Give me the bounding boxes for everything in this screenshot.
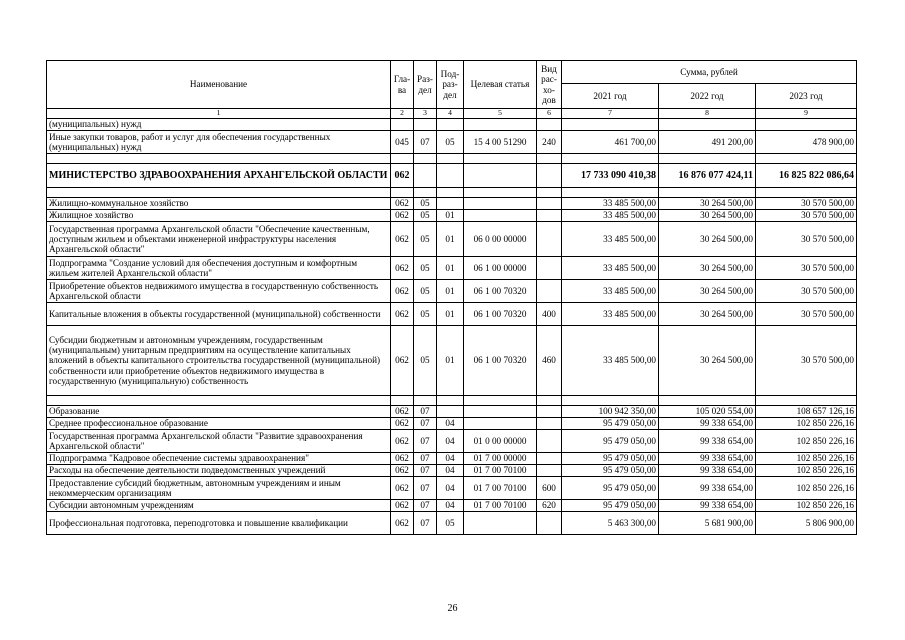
table-row bbox=[47, 257, 857, 280]
row-sum-2022: 30 264 500,00 bbox=[659, 210, 756, 222]
row-razdel: 07 bbox=[414, 406, 437, 418]
row-sum-2021: 17 733 090 410,38 bbox=[562, 164, 659, 188]
column-number: 2 bbox=[391, 109, 414, 119]
row-sum-2022 bbox=[659, 119, 756, 131]
row-glava: 062 bbox=[391, 198, 414, 210]
row-target-article bbox=[464, 418, 537, 430]
row-razdel bbox=[414, 154, 437, 164]
row-razdel: 05 bbox=[414, 280, 437, 303]
row-podrazdel bbox=[437, 164, 464, 188]
row-podrazdel bbox=[437, 154, 464, 164]
row-podrazdel: 05 bbox=[437, 131, 464, 154]
row-razdel bbox=[414, 188, 437, 198]
row-podrazdel: 04 bbox=[437, 430, 464, 453]
row-razdel bbox=[414, 164, 437, 188]
row-razdel: 05 bbox=[414, 198, 437, 210]
row-name: Подпрограмма "Кадровое обеспечение системы здравоохранения" bbox=[47, 453, 391, 465]
row-glava: 062 bbox=[391, 164, 414, 188]
row-name: Расходы на обеспечение деятельности подведомственных учреждений bbox=[47, 465, 391, 477]
row-expense-type bbox=[537, 512, 562, 535]
row-sum-2023 bbox=[756, 188, 857, 198]
header-razdel: Раз-дел bbox=[414, 61, 437, 109]
table-row bbox=[47, 303, 857, 326]
row-sum-2023: 102 850 226,16 bbox=[756, 477, 857, 500]
row-sum-2022: 30 264 500,00 bbox=[659, 257, 756, 280]
column-number: 9 bbox=[756, 109, 857, 119]
table-header bbox=[47, 61, 857, 119]
row-expense-type: 240 bbox=[537, 131, 562, 154]
column-numbers-row bbox=[47, 109, 857, 119]
row-target-article: 15 4 00 51290 bbox=[464, 131, 537, 154]
row-podrazdel: 04 bbox=[437, 500, 464, 512]
row-target-article bbox=[464, 406, 537, 418]
row-sum-2023: 30 570 500,00 bbox=[756, 198, 857, 210]
row-sum-2022 bbox=[659, 154, 756, 164]
table-row bbox=[47, 280, 857, 303]
row-expense-type bbox=[537, 222, 562, 257]
row-podrazdel: 01 bbox=[437, 210, 464, 222]
table-row bbox=[47, 453, 857, 465]
row-sum-2023: 102 850 226,16 bbox=[756, 430, 857, 453]
row-sum-2021: 95 479 050,00 bbox=[562, 453, 659, 465]
row-razdel: 07 bbox=[414, 131, 437, 154]
table-row bbox=[47, 430, 857, 453]
header-name: Наименование bbox=[47, 61, 391, 109]
row-glava: 062 bbox=[391, 512, 414, 535]
table-row bbox=[47, 119, 857, 131]
row-sum-2021: 95 479 050,00 bbox=[562, 418, 659, 430]
row-target-article: 01 7 00 70100 bbox=[464, 465, 537, 477]
row-razdel: 05 bbox=[414, 257, 437, 280]
row-podrazdel: 01 bbox=[437, 326, 464, 396]
row-target-article: 06 1 00 70320 bbox=[464, 303, 537, 326]
row-razdel bbox=[414, 396, 437, 406]
row-razdel: 05 bbox=[414, 222, 437, 257]
row-expense-type bbox=[537, 453, 562, 465]
row-sum-2022: 30 264 500,00 bbox=[659, 198, 756, 210]
row-target-article bbox=[464, 512, 537, 535]
row-sum-2021: 33 485 500,00 bbox=[562, 280, 659, 303]
column-number: 3 bbox=[414, 109, 437, 119]
table-row bbox=[47, 465, 857, 477]
row-target-article bbox=[464, 154, 537, 164]
row-podrazdel: 01 bbox=[437, 222, 464, 257]
row-sum-2021: 33 485 500,00 bbox=[562, 326, 659, 396]
row-sum-2022: 16 876 077 424,11 bbox=[659, 164, 756, 188]
row-podrazdel: 04 bbox=[437, 418, 464, 430]
row-name: Приобретение объектов недвижимого имущества в государственную собственность Архангельской области bbox=[47, 280, 391, 303]
row-razdel: 07 bbox=[414, 512, 437, 535]
budget-table bbox=[46, 60, 857, 535]
table-row bbox=[47, 198, 857, 210]
table-row bbox=[47, 210, 857, 222]
row-expense-type bbox=[537, 210, 562, 222]
row-sum-2022: 491 200,00 bbox=[659, 131, 756, 154]
row-sum-2022: 30 264 500,00 bbox=[659, 326, 756, 396]
row-sum-2021: 5 463 300,00 bbox=[562, 512, 659, 535]
table-row bbox=[47, 326, 857, 396]
table-row bbox=[47, 188, 857, 198]
row-podrazdel bbox=[437, 119, 464, 131]
row-sum-2021 bbox=[562, 188, 659, 198]
row-glava: 062 bbox=[391, 210, 414, 222]
row-name: Субсидии бюджетным и автономным учреждениям, государственным (муниципальным) унитарным предприятиям на осуществление капитальных вложений в объекты капитального строительства государственной (муниципальной) собственности или приобретение объектов недвижимого имущества в государственную (муниципальную) собственность bbox=[47, 326, 391, 396]
row-sum-2023: 16 825 822 086,64 bbox=[756, 164, 857, 188]
row-sum-2022: 99 338 654,00 bbox=[659, 418, 756, 430]
row-sum-2021: 95 479 050,00 bbox=[562, 477, 659, 500]
row-razdel: 05 bbox=[414, 326, 437, 396]
row-sum-2023: 478 900,00 bbox=[756, 131, 857, 154]
row-expense-type: 600 bbox=[537, 477, 562, 500]
header-target-article: Целевая статья bbox=[464, 61, 537, 109]
row-sum-2022: 99 338 654,00 bbox=[659, 477, 756, 500]
column-number: 8 bbox=[659, 109, 756, 119]
row-sum-2021 bbox=[562, 119, 659, 131]
row-glava: 062 bbox=[391, 500, 414, 512]
row-razdel: 05 bbox=[414, 210, 437, 222]
row-target-article bbox=[464, 188, 537, 198]
row-glava bbox=[391, 396, 414, 406]
table-row bbox=[47, 154, 857, 164]
row-expense-type bbox=[537, 406, 562, 418]
row-expense-type bbox=[537, 188, 562, 198]
row-sum-2023 bbox=[756, 154, 857, 164]
row-name: Жилищно-коммунальное хозяйство bbox=[47, 198, 391, 210]
row-glava: 062 bbox=[391, 453, 414, 465]
row-podrazdel bbox=[437, 406, 464, 418]
row-name: Подпрограмма "Создание условий для обеспечения доступным и комфортным жильем жителей Архангельской области" bbox=[47, 257, 391, 280]
row-glava bbox=[391, 119, 414, 131]
row-expense-type bbox=[537, 280, 562, 303]
column-number: 6 bbox=[537, 109, 562, 119]
row-glava: 062 bbox=[391, 406, 414, 418]
row-target-article: 01 0 00 00000 bbox=[464, 430, 537, 453]
row-sum-2023: 30 570 500,00 bbox=[756, 303, 857, 326]
header-expense-type: Вид рас-хо-дов bbox=[537, 61, 562, 109]
row-sum-2022: 105 020 554,00 bbox=[659, 406, 756, 418]
row-podrazdel: 04 bbox=[437, 465, 464, 477]
row-glava: 062 bbox=[391, 477, 414, 500]
row-expense-type bbox=[537, 164, 562, 188]
row-podrazdel bbox=[437, 188, 464, 198]
row-sum-2023: 30 570 500,00 bbox=[756, 257, 857, 280]
row-sum-2021: 95 479 050,00 bbox=[562, 500, 659, 512]
row-target-article: 06 0 00 00000 bbox=[464, 222, 537, 257]
row-name bbox=[47, 188, 391, 198]
row-sum-2023: 30 570 500,00 bbox=[756, 326, 857, 396]
table-row bbox=[47, 477, 857, 500]
row-glava: 062 bbox=[391, 465, 414, 477]
row-expense-type bbox=[537, 257, 562, 280]
row-expense-type: 400 bbox=[537, 303, 562, 326]
row-expense-type bbox=[537, 154, 562, 164]
row-sum-2023: 5 806 900,00 bbox=[756, 512, 857, 535]
row-sum-2023: 108 657 126,16 bbox=[756, 406, 857, 418]
row-sum-2022: 99 338 654,00 bbox=[659, 465, 756, 477]
row-glava: 062 bbox=[391, 326, 414, 396]
row-expense-type bbox=[537, 119, 562, 131]
header-podrazdel: Под-раз-дел bbox=[437, 61, 464, 109]
row-glava: 062 bbox=[391, 222, 414, 257]
table-row bbox=[47, 222, 857, 257]
row-podrazdel: 04 bbox=[437, 477, 464, 500]
column-number: 7 bbox=[562, 109, 659, 119]
row-sum-2022: 30 264 500,00 bbox=[659, 222, 756, 257]
row-name: Государственная программа Архангельской области "Обеспечение качественным, доступным жильем и объектами инженерной инфраструктуры населения Архангельской области" bbox=[47, 222, 391, 257]
row-glava: 045 bbox=[391, 131, 414, 154]
row-sum-2023: 102 850 226,16 bbox=[756, 465, 857, 477]
row-sum-2023: 30 570 500,00 bbox=[756, 210, 857, 222]
row-name bbox=[47, 154, 391, 164]
row-expense-type bbox=[537, 396, 562, 406]
row-sum-2023: 102 850 226,16 bbox=[756, 418, 857, 430]
row-glava: 062 bbox=[391, 430, 414, 453]
row-razdel: 07 bbox=[414, 453, 437, 465]
row-target-article bbox=[464, 396, 537, 406]
row-name: Профессиональная подготовка, переподготовка и повышение квалификации bbox=[47, 512, 391, 535]
table-row bbox=[47, 500, 857, 512]
row-podrazdel: 04 bbox=[437, 453, 464, 465]
table-row bbox=[47, 418, 857, 430]
row-glava bbox=[391, 154, 414, 164]
row-glava: 062 bbox=[391, 418, 414, 430]
row-target-article: 06 1 00 70320 bbox=[464, 326, 537, 396]
row-name: (муниципальных) нужд bbox=[47, 119, 391, 131]
row-podrazdel: 05 bbox=[437, 512, 464, 535]
row-sum-2022 bbox=[659, 188, 756, 198]
row-podrazdel bbox=[437, 396, 464, 406]
row-target-article: 01 7 00 00000 bbox=[464, 453, 537, 465]
row-podrazdel: 01 bbox=[437, 303, 464, 326]
row-glava bbox=[391, 188, 414, 198]
column-number: 1 bbox=[47, 109, 391, 119]
row-sum-2022 bbox=[659, 396, 756, 406]
header-year-2021: 2021 год bbox=[562, 84, 659, 109]
table-row bbox=[47, 164, 857, 188]
row-sum-2021 bbox=[562, 154, 659, 164]
row-name: МИНИСТЕРСТВО ЗДРАВООХРАНЕНИЯ АРХАНГЕЛЬСКОЙ ОБЛАСТИ bbox=[47, 164, 391, 188]
row-podrazdel: 01 bbox=[437, 280, 464, 303]
row-glava: 062 bbox=[391, 257, 414, 280]
row-name: Предоставление субсидий бюджетным, автономным учреждениям и иным некоммерческим организациям bbox=[47, 477, 391, 500]
row-sum-2021: 461 700,00 bbox=[562, 131, 659, 154]
row-razdel bbox=[414, 119, 437, 131]
row-sum-2023 bbox=[756, 119, 857, 131]
row-sum-2021: 95 479 050,00 bbox=[562, 465, 659, 477]
header-sum: Сумма, рублей bbox=[562, 61, 857, 84]
row-sum-2023: 102 850 226,16 bbox=[756, 500, 857, 512]
row-sum-2022: 99 338 654,00 bbox=[659, 430, 756, 453]
row-sum-2021: 100 942 350,00 bbox=[562, 406, 659, 418]
row-expense-type bbox=[537, 465, 562, 477]
row-target-article: 01 7 00 70100 bbox=[464, 477, 537, 500]
row-sum-2021: 33 485 500,00 bbox=[562, 210, 659, 222]
header-glava: Гла-ва bbox=[391, 61, 414, 109]
row-name: Субсидии автономным учреждениям bbox=[47, 500, 391, 512]
row-sum-2022: 99 338 654,00 bbox=[659, 500, 756, 512]
row-glava: 062 bbox=[391, 280, 414, 303]
row-razdel: 07 bbox=[414, 477, 437, 500]
page-number: 26 bbox=[447, 603, 458, 614]
table-body bbox=[47, 119, 857, 535]
row-razdel: 07 bbox=[414, 465, 437, 477]
table-row bbox=[47, 512, 857, 535]
row-sum-2023: 30 570 500,00 bbox=[756, 280, 857, 303]
table-row bbox=[47, 396, 857, 406]
row-razdel: 07 bbox=[414, 418, 437, 430]
row-name: Среднее профессиональное образование bbox=[47, 418, 391, 430]
row-sum-2022: 30 264 500,00 bbox=[659, 303, 756, 326]
row-sum-2022: 30 264 500,00 bbox=[659, 280, 756, 303]
row-name: Жилищное хозяйство bbox=[47, 210, 391, 222]
row-expense-type bbox=[537, 198, 562, 210]
row-sum-2021: 33 485 500,00 bbox=[562, 257, 659, 280]
header-year-2023: 2023 год bbox=[756, 84, 857, 109]
row-target-article bbox=[464, 198, 537, 210]
row-sum-2021: 33 485 500,00 bbox=[562, 198, 659, 210]
row-name: Иные закупки товаров, работ и услуг для обеспечения государственных (муниципальных) нужд bbox=[47, 131, 391, 154]
table-row bbox=[47, 131, 857, 154]
row-sum-2023: 102 850 226,16 bbox=[756, 453, 857, 465]
row-name: Государственная программа Архангельской области "Развитие здравоохранения Архангельской области" bbox=[47, 430, 391, 453]
row-target-article: 06 1 00 70320 bbox=[464, 280, 537, 303]
row-glava: 062 bbox=[391, 303, 414, 326]
row-sum-2023: 30 570 500,00 bbox=[756, 222, 857, 257]
table-row bbox=[47, 406, 857, 418]
row-expense-type bbox=[537, 418, 562, 430]
row-sum-2021: 33 485 500,00 bbox=[562, 222, 659, 257]
row-podrazdel: 01 bbox=[437, 257, 464, 280]
row-name: Образование bbox=[47, 406, 391, 418]
row-sum-2022: 99 338 654,00 bbox=[659, 453, 756, 465]
column-number: 5 bbox=[464, 109, 537, 119]
row-sum-2021: 33 485 500,00 bbox=[562, 303, 659, 326]
row-expense-type bbox=[537, 430, 562, 453]
row-expense-type: 460 bbox=[537, 326, 562, 396]
row-target-article: 06 1 00 00000 bbox=[464, 257, 537, 280]
row-podrazdel bbox=[437, 198, 464, 210]
row-target-article bbox=[464, 164, 537, 188]
row-expense-type: 620 bbox=[537, 500, 562, 512]
row-razdel: 07 bbox=[414, 500, 437, 512]
row-name: Капитальные вложения в объекты государственной (муниципальной) собственности bbox=[47, 303, 391, 326]
row-target-article bbox=[464, 210, 537, 222]
row-razdel: 05 bbox=[414, 303, 437, 326]
row-sum-2023 bbox=[756, 396, 857, 406]
row-target-article bbox=[464, 119, 537, 131]
row-sum-2021: 95 479 050,00 bbox=[562, 430, 659, 453]
header-year-2022: 2022 год bbox=[659, 84, 756, 109]
column-number: 4 bbox=[437, 109, 464, 119]
row-target-article: 01 7 00 70100 bbox=[464, 500, 537, 512]
row-name bbox=[47, 396, 391, 406]
row-sum-2022: 5 681 900,00 bbox=[659, 512, 756, 535]
row-sum-2021 bbox=[562, 396, 659, 406]
row-razdel: 07 bbox=[414, 430, 437, 453]
